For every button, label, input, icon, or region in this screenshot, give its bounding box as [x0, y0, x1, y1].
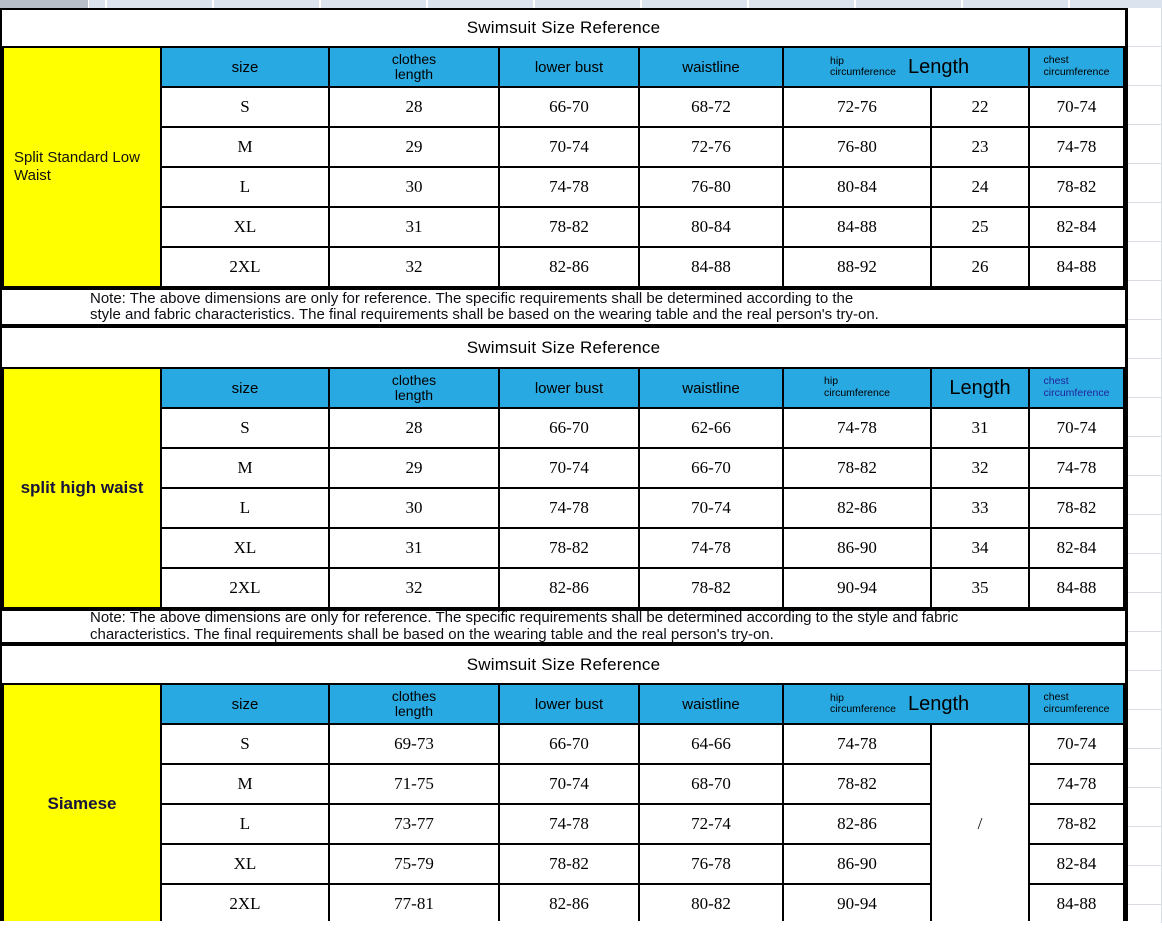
- table2-col-header-size[interactable]: [161, 368, 329, 408]
- chest-circumference-header-text: chest circumference: [1043, 375, 1110, 399]
- table2-col-header-chest-circumference[interactable]: [1029, 368, 1124, 408]
- size-table-siamese: [2, 683, 1125, 926]
- table-row: [3, 408, 1124, 448]
- table-row: [3, 127, 1124, 167]
- cell-lower-bust[interactable]: 78-82: [499, 844, 639, 884]
- cell-hip[interactable]: 86-90: [783, 844, 931, 884]
- note-line: Note: The above dimensions are only for reference. The specific requirements shall be determined according to the style and fabric: [90, 609, 959, 626]
- cell-length-merged[interactable]: /: [931, 724, 1029, 924]
- hip-circumference-header-text: hip circumference: [824, 375, 890, 399]
- size-table-split-standard-low-waist: [2, 46, 1125, 288]
- cell-length[interactable]: 33: [931, 488, 1029, 528]
- cell-waistline[interactable]: 68-72: [639, 87, 783, 127]
- cell-chest[interactable]: 84-88: [1029, 247, 1124, 287]
- cell-lower-bust[interactable]: 82-86: [499, 568, 639, 608]
- spreadsheet-top-first-cell: [0, 0, 89, 8]
- cell-chest[interactable]: 82-84: [1029, 844, 1124, 884]
- cell-chest[interactable]: 70-74: [1029, 87, 1124, 127]
- cell-clothes-length[interactable]: 75-79: [329, 844, 499, 884]
- length-header-text: Length: [949, 376, 1011, 399]
- table3-col-header-waistline[interactable]: [639, 684, 783, 724]
- cell-waistline[interactable]: 76-80: [639, 167, 783, 207]
- cell-lower-bust[interactable]: 66-70: [499, 408, 639, 448]
- table-row: [3, 247, 1124, 287]
- cell-size[interactable]: M: [161, 764, 329, 804]
- waistline-header-text: waistline: [682, 695, 740, 713]
- size-header-text: size: [231, 695, 259, 713]
- cell-hip[interactable]: 78-82: [783, 448, 931, 488]
- cell-chest[interactable]: 82-84: [1029, 207, 1124, 247]
- tables-region: [0, 8, 1128, 926]
- table2-header-row: [3, 368, 1124, 408]
- clothes-length-header-text: clothes length: [391, 371, 437, 403]
- cell-size[interactable]: XL: [161, 528, 329, 568]
- cell-waistline[interactable]: 72-76: [639, 127, 783, 167]
- cell-clothes-length[interactable]: 30: [329, 167, 499, 207]
- lower-bust-header-text: lower bust: [534, 695, 604, 713]
- cell-chest[interactable]: 74-78: [1029, 127, 1124, 167]
- table1-col-header-hip-and-length[interactable]: [783, 47, 1029, 87]
- cell-waistline[interactable]: 74-78: [639, 528, 783, 568]
- cell-size[interactable]: XL: [161, 207, 329, 247]
- table3-col-header-size[interactable]: [161, 684, 329, 724]
- cell-length[interactable]: 35: [931, 568, 1029, 608]
- cell-clothes-length[interactable]: 29: [329, 448, 499, 488]
- spreadsheet-top-row-strip: [0, 0, 1162, 8]
- cell-length[interactable]: 23: [931, 127, 1029, 167]
- cell-lower-bust[interactable]: 66-70: [499, 724, 639, 764]
- cell-clothes-length[interactable]: 71-75: [329, 764, 499, 804]
- chest-circumference-header-text: chest circumference: [1043, 54, 1110, 78]
- cell-lower-bust[interactable]: 82-86: [499, 247, 639, 287]
- cell-size[interactable]: 2XL: [161, 247, 329, 287]
- table3-col-header-hip-and-length[interactable]: [783, 684, 1029, 724]
- cell-lower-bust[interactable]: 66-70: [499, 87, 639, 127]
- cell-size[interactable]: 2XL: [161, 568, 329, 608]
- chest-circumference-header-text: chest circumference: [1043, 691, 1110, 715]
- cell-length[interactable]: 24: [931, 167, 1029, 207]
- waistline-header-text: waistline: [682, 58, 740, 76]
- table2-category-label: split high waist: [20, 478, 144, 497]
- cell-lower-bust[interactable]: 70-74: [499, 764, 639, 804]
- table-row: [3, 167, 1124, 207]
- waistline-header-text: waistline: [682, 379, 740, 397]
- lower-bust-header-text: lower bust: [534, 379, 604, 397]
- bottom-white-strip: [0, 921, 1128, 931]
- cell-size[interactable]: L: [161, 804, 329, 844]
- cell-waistline[interactable]: 72-74: [639, 804, 783, 844]
- hip-circumference-header-text: hip circumference: [830, 54, 896, 78]
- cell-hip[interactable]: 82-86: [783, 488, 931, 528]
- table2-category-label-cell[interactable]: [3, 368, 161, 608]
- cell-chest[interactable]: 78-82: [1029, 167, 1124, 207]
- cell-length[interactable]: 31: [931, 408, 1029, 448]
- cell-waistline[interactable]: 64-66: [639, 724, 783, 764]
- table3-header-row: [3, 684, 1124, 724]
- cell-length[interactable]: 32: [931, 448, 1029, 488]
- table2-col-header-hip-circumference[interactable]: [783, 368, 931, 408]
- cell-size[interactable]: S: [161, 87, 329, 127]
- table2-col-header-clothes-length[interactable]: [329, 368, 499, 408]
- cell-chest[interactable]: 74-78: [1029, 764, 1124, 804]
- table1-col-header-chest-circumference[interactable]: [1029, 47, 1124, 87]
- table1-note[interactable]: [2, 288, 1125, 328]
- cell-hip[interactable]: 82-86: [783, 804, 931, 844]
- cell-size[interactable]: S: [161, 408, 329, 448]
- table3-category-label: Siamese: [47, 793, 117, 813]
- cell-lower-bust[interactable]: 74-78: [499, 804, 639, 844]
- table1-category-label: Split Standard Low Waist: [14, 149, 140, 184]
- size-table-split-high-waist: [2, 367, 1125, 609]
- cell-length[interactable]: 34: [931, 528, 1029, 568]
- cell-hip[interactable]: 90-94: [783, 568, 931, 608]
- cell-size[interactable]: XL: [161, 844, 329, 884]
- size-header-text: size: [231, 58, 259, 76]
- cell-waistline[interactable]: 66-70: [639, 448, 783, 488]
- cell-hip[interactable]: 74-78: [783, 724, 931, 764]
- table-row: [3, 528, 1124, 568]
- clothes-length-header-text: clothes length: [391, 687, 437, 719]
- table2-col-header-waistline[interactable]: [639, 368, 783, 408]
- table-row: [3, 724, 1124, 764]
- cell-chest[interactable]: 82-84: [1029, 528, 1124, 568]
- cell-size[interactable]: L: [161, 167, 329, 207]
- table3-col-header-clothes-length[interactable]: [329, 684, 499, 724]
- cell-lower-bust[interactable]: 78-82: [499, 528, 639, 568]
- table3-col-header-chest-circumference[interactable]: [1029, 684, 1124, 724]
- table2-col-header-length[interactable]: [931, 368, 1029, 408]
- cell-clothes-length[interactable]: 31: [329, 528, 499, 568]
- cell-hip[interactable]: 78-82: [783, 764, 931, 804]
- cell-hip[interactable]: 76-80: [783, 127, 931, 167]
- cell-clothes-length[interactable]: 73-77: [329, 804, 499, 844]
- cell-waistline[interactable]: 76-78: [639, 844, 783, 884]
- table-row: [3, 207, 1124, 247]
- note-line: characteristics. The final requirements shall be based on the wearing table and the real person's try-on.: [90, 625, 774, 643]
- cell-waistline[interactable]: 84-88: [639, 247, 783, 287]
- table3-title[interactable]: [2, 646, 1125, 683]
- lower-bust-header-text: lower bust: [534, 58, 604, 76]
- cell-clothes-length[interactable]: 30: [329, 488, 499, 528]
- cell-lower-bust[interactable]: 82-86: [499, 884, 639, 924]
- clothes-length-header-text: clothes length: [391, 50, 437, 82]
- cell-size[interactable]: 2XL: [161, 884, 329, 924]
- cell-chest[interactable]: 78-82: [1029, 804, 1124, 844]
- table3-col-header-lower-bust[interactable]: [499, 684, 639, 724]
- cell-waistline[interactable]: 80-82: [639, 884, 783, 924]
- table1-title[interactable]: [2, 10, 1125, 46]
- cell-length[interactable]: 26: [931, 247, 1029, 287]
- cell-length[interactable]: 25: [931, 207, 1029, 247]
- table1-col-header-waistline[interactable]: [639, 47, 783, 87]
- table3-title-text: Swimsuit Size Reference: [466, 654, 661, 674]
- spreadsheet-right-gridlines: [1128, 8, 1162, 923]
- cell-waistline[interactable]: 68-70: [639, 764, 783, 804]
- cell-hip[interactable]: 86-90: [783, 528, 931, 568]
- table-row: [3, 568, 1124, 608]
- cell-size[interactable]: S: [161, 724, 329, 764]
- cell-clothes-length[interactable]: 31: [329, 207, 499, 247]
- length-header-text: Length: [907, 55, 970, 78]
- size-header-text: size: [231, 379, 259, 397]
- cell-hip[interactable]: 84-88: [783, 207, 931, 247]
- cell-lower-bust[interactable]: 70-74: [499, 448, 639, 488]
- hip-circumference-header-text: hip circumference: [830, 691, 896, 715]
- cell-lower-bust[interactable]: 70-74: [499, 127, 639, 167]
- cell-hip[interactable]: 90-94: [783, 884, 931, 924]
- cell-waistline[interactable]: 62-66: [639, 408, 783, 448]
- note-line: style and fabric characteristics. The final requirements shall be based on the wearing table and the real person's try-on.: [90, 306, 879, 323]
- cell-lower-bust[interactable]: 74-78: [499, 167, 639, 207]
- cell-waistline[interactable]: 80-84: [639, 207, 783, 247]
- length-header-text: Length: [907, 692, 970, 715]
- table1-col-header-lower-bust[interactable]: [499, 47, 639, 87]
- cell-waistline[interactable]: 70-74: [639, 488, 783, 528]
- cell-clothes-length[interactable]: 28: [329, 87, 499, 127]
- cell-clothes-length[interactable]: 69-73: [329, 724, 499, 764]
- cell-chest[interactable]: 70-74: [1029, 408, 1124, 448]
- cell-clothes-length[interactable]: 28: [329, 408, 499, 448]
- cell-size[interactable]: M: [161, 448, 329, 488]
- cell-chest[interactable]: 70-74: [1029, 724, 1124, 764]
- cell-hip[interactable]: 74-78: [783, 408, 931, 448]
- cell-lower-bust[interactable]: 74-78: [499, 488, 639, 528]
- cell-hip[interactable]: 88-92: [783, 247, 931, 287]
- table2-note[interactable]: [2, 609, 1125, 646]
- cell-length[interactable]: 22: [931, 87, 1029, 127]
- table-row: [3, 448, 1124, 488]
- cell-size[interactable]: L: [161, 488, 329, 528]
- table-row: [3, 488, 1124, 528]
- cell-chest[interactable]: 78-82: [1029, 488, 1124, 528]
- table1-title-text: Swimsuit Size Reference: [466, 18, 661, 37]
- cell-chest[interactable]: 84-88: [1029, 884, 1124, 924]
- cell-chest[interactable]: 84-88: [1029, 568, 1124, 608]
- table2-title[interactable]: [2, 328, 1125, 367]
- cell-hip[interactable]: 72-76: [783, 87, 931, 127]
- table1-category-label-cell[interactable]: [3, 47, 161, 287]
- table1-header-row: [3, 47, 1124, 87]
- cell-clothes-length[interactable]: 29: [329, 127, 499, 167]
- table1-col-header-clothes-length[interactable]: [329, 47, 499, 87]
- table2-col-header-lower-bust[interactable]: [499, 368, 639, 408]
- cell-clothes-length[interactable]: 77-81: [329, 884, 499, 924]
- cell-hip[interactable]: 80-84: [783, 167, 931, 207]
- table-row: [3, 87, 1124, 127]
- cell-chest[interactable]: 74-78: [1029, 448, 1124, 488]
- cell-waistline[interactable]: 78-82: [639, 568, 783, 608]
- table3-category-label-cell[interactable]: [3, 684, 161, 924]
- note-line: Note: The above dimensions are only for reference. The specific requirements shall be determined according to the: [90, 289, 854, 307]
- cell-size[interactable]: M: [161, 127, 329, 167]
- cell-clothes-length[interactable]: 32: [329, 247, 499, 287]
- table2-title-text: Swimsuit Size Reference: [466, 337, 661, 357]
- cell-lower-bust[interactable]: 78-82: [499, 207, 639, 247]
- table1-col-header-size[interactable]: [161, 47, 329, 87]
- cell-clothes-length[interactable]: 32: [329, 568, 499, 608]
